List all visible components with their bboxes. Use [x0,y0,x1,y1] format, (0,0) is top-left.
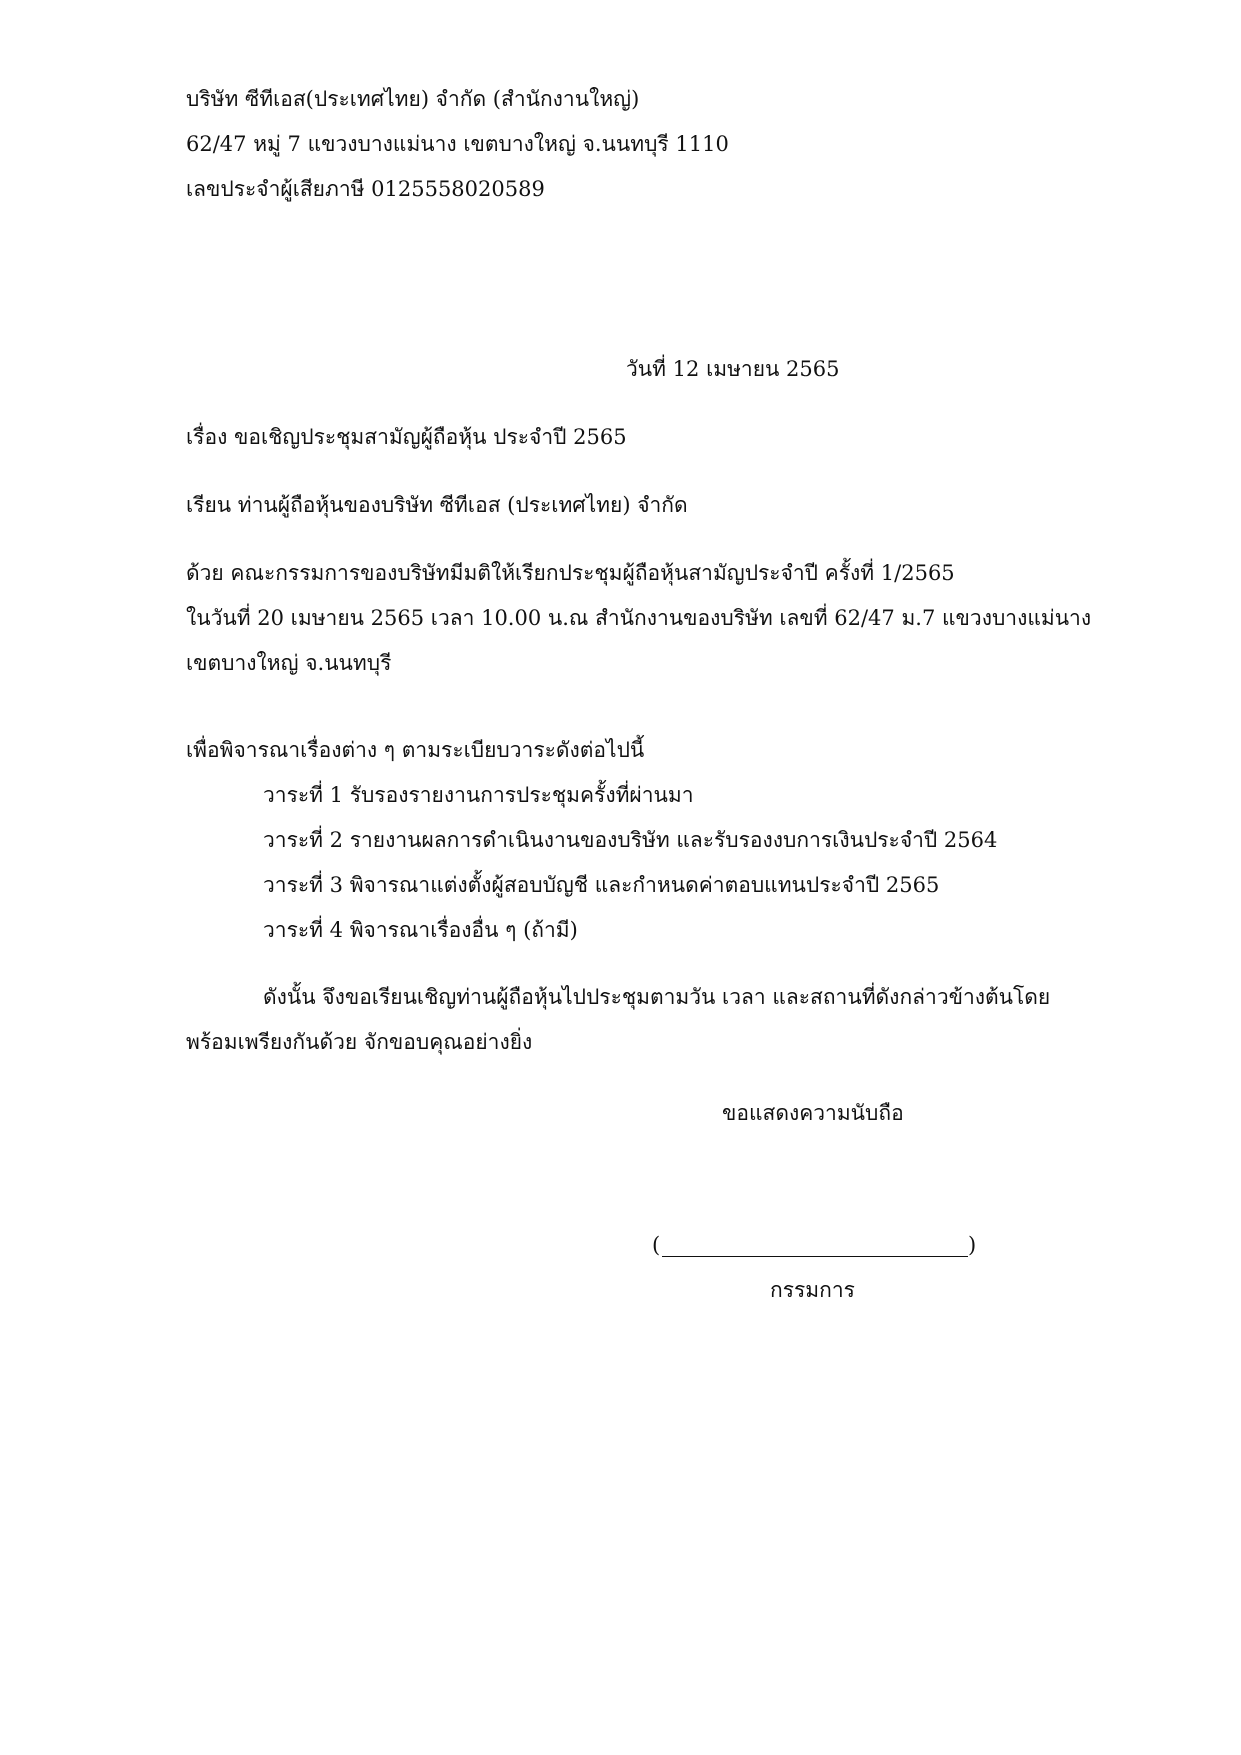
agenda-item: วาระที่ 2 รายงานผลการดำเนินงานของบริษัท และรับรองงบการเงินประจำปี 2564 [263,828,998,852]
closing-line-1: ดังนั้น จึงขอเรียนเชิญท่านผู้ถือหุ้นไปประชุมตามวัน เวลา และสถานที่ดังกล่าวข้างต้นโดย [263,985,1051,1009]
signature-paren-close: ) [968,1233,977,1257]
agenda-item: วาระที่ 4 พิจารณาเรื่องอื่น ๆ (ถ้ามี) [263,918,578,942]
body-line-1: ด้วย คณะกรรมการของบริษัทมีมติให้เรียกประชุมผู้ถือหุ้นสามัญประจำปี ครั้งที่ 1/2565 [186,561,955,585]
regards: ขอแสดงความนับถือ [722,1101,904,1125]
body-line-3: เขตบางใหญ่ จ.นนทบุรี [186,651,392,675]
company-address: 62/47 หมู่ 7 แขวงบางแม่นาง เขตบางใหญ่ จ.นนทบุรี 1110 [186,132,729,156]
agenda-intro: เพื่อพิจารณาเรื่องต่าง ๆ ตามระเบียบวาระดังต่อไปนี้ [186,738,645,762]
closing-line-2: พร้อมเพรียงกันด้วย จักขอบคุณอย่างยิ่ง [186,1030,533,1054]
signatory-title: กรรมการ [770,1278,855,1302]
letter-recipient: เรียน ท่านผู้ถือหุ้นของบริษัท ซีทีเอส (ประเทศไทย) จำกัด [186,493,688,517]
letter-date: วันที่ 12 เมษายน 2565 [626,357,840,381]
body-line-2: ในวันที่ 20 เมษายน 2565 เวลา 10.00 น.ณ สำนักงานของบริษัท เลขที่ 62/47 ม.7 แขวงบางแม่นาง [186,606,1092,630]
signature-line [662,1256,968,1257]
signature-paren-open: ( [652,1233,661,1257]
tax-id: เลขประจำผู้เสียภาษี 0125558020589 [186,177,545,201]
letter-subject: เรื่อง ขอเชิญประชุมสามัญผู้ถือหุ้น ประจำปี 2565 [186,425,627,449]
agenda-item: วาระที่ 1 รับรองรายงานการประชุมครั้งที่ผ่านมา [263,783,694,807]
company-name: บริษัท ซีทีเอส(ประเทศไทย) จำกัด (สำนักงานใหญ่) [186,87,640,111]
agenda-item: วาระที่ 3 พิจารณาแต่งตั้งผู้สอบบัญชี และกำหนดค่าตอบแทนประจำปี 2565 [263,873,940,897]
